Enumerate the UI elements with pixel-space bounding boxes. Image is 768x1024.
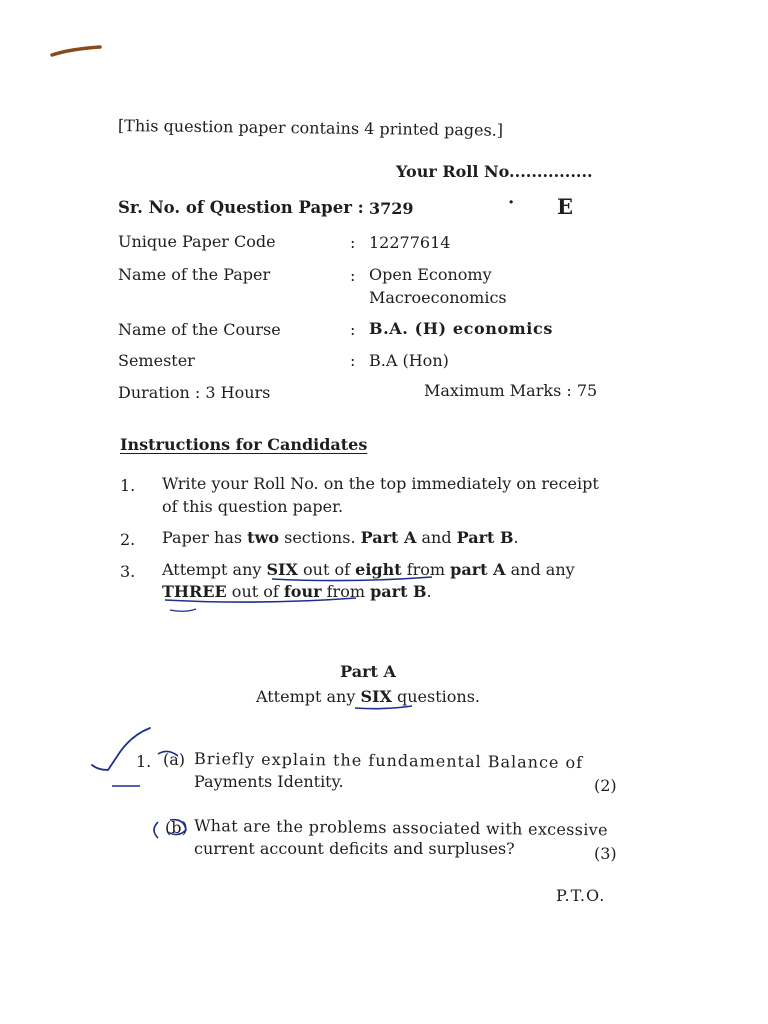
part-a-title: Part A (340, 662, 396, 681)
serial-number-value: 3729 (369, 199, 414, 218)
instruction-text: THREE out of four from part B. (162, 582, 432, 601)
stray-dot: · (508, 192, 515, 213)
semester-value: B.A (Hon) (369, 351, 449, 370)
field-colon: : (350, 266, 356, 285)
roll-number-line: Your Roll No............... (396, 162, 593, 181)
field-colon: : (350, 233, 356, 252)
maximum-marks: Maximum Marks : 75 (424, 381, 598, 400)
paper-code-value: 12277614 (369, 233, 451, 252)
question-text: current account deficits and surpluses? (194, 839, 515, 858)
page-turn-note: P.T.O. (556, 886, 606, 905)
brown-pen-stroke (52, 47, 100, 55)
instruction-text: of this question paper. (162, 497, 344, 516)
course-name-value: B.A. (H) economics (369, 319, 553, 338)
paper-set-letter: E (557, 194, 574, 219)
field-colon: : (350, 320, 356, 339)
duration: Duration : 3 Hours (118, 383, 271, 402)
instructions-heading: Instructions for Candidates (120, 435, 368, 454)
instruction-number: 1. (120, 476, 136, 495)
paper-name-value-line2: Macroeconomics (369, 288, 507, 307)
serial-number-label: Sr. No. of Question Paper : (118, 198, 364, 217)
question-text: What are the problems associated with excessive (193, 816, 608, 840)
question-text: Payments Identity. (194, 772, 344, 791)
instruction-number: 3. (120, 562, 136, 581)
paper-name-label: Name of the Paper (118, 265, 271, 284)
instruction-text: Write your Roll No. on the top immediately on receipt (162, 474, 599, 493)
semester-label: Semester (118, 351, 195, 370)
question-marks: (3) (594, 844, 617, 863)
part-a-instruction: Attempt any SIX questions. (255, 687, 481, 706)
paper-name-value: Open Economy (369, 265, 492, 284)
question-marks: (2) (594, 776, 617, 795)
question-text: Briefly explain the fundamental Balance of (193, 749, 584, 773)
page-count-note: [This question paper contains 4 printed pages.] (117, 116, 504, 140)
question-part-label: (b) (165, 818, 188, 837)
instruction-text: Attempt any SIX out of eight from part A and any (162, 560, 575, 579)
course-name-label: Name of the Course (118, 320, 281, 339)
question-part-label: (a) (163, 750, 186, 769)
underline-six (355, 706, 412, 709)
paper-code-label: Unique Paper Code (118, 232, 276, 251)
instruction-text: Paper has two sections. Part A and Part B. (162, 528, 519, 547)
instruction-number: 2. (120, 530, 136, 549)
field-colon: : (350, 351, 356, 370)
question-number: 1. (136, 752, 152, 771)
underline-stroke-small (170, 609, 196, 611)
